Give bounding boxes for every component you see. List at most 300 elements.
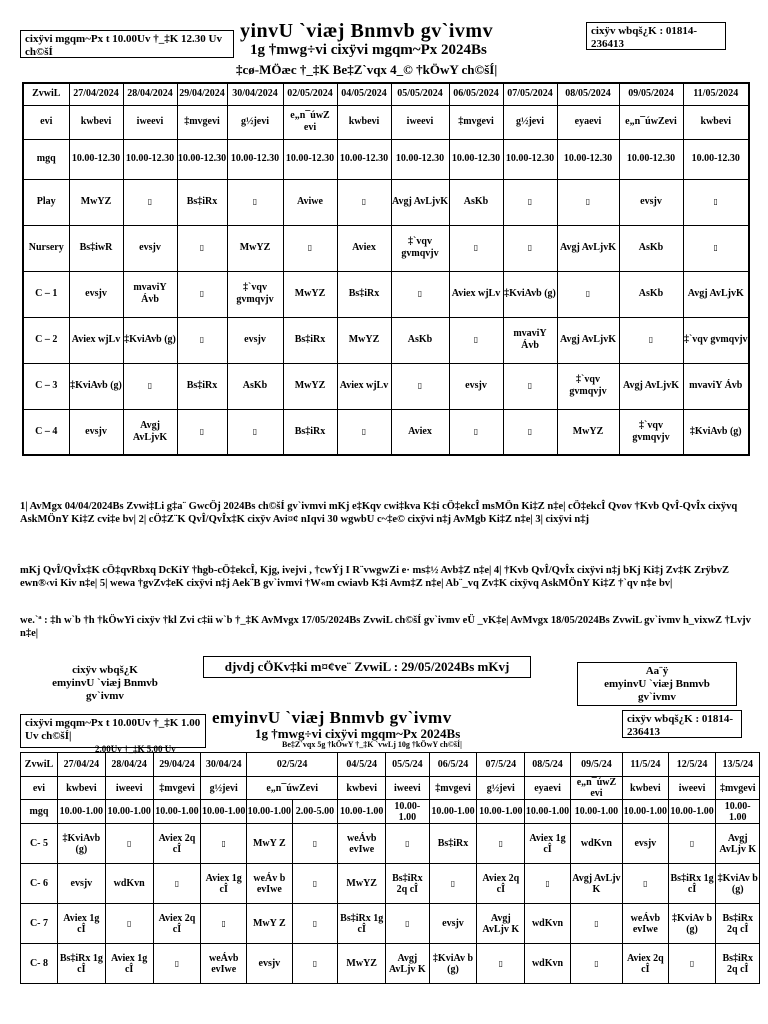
subject-cell: MwYZ bbox=[337, 317, 391, 363]
signature-line: cixÿv wbqš¿K bbox=[72, 664, 138, 676]
controller-text: cixÿv wbqš¿K : 01814-236413 bbox=[591, 25, 698, 50]
subject-cell: AsKb bbox=[619, 225, 683, 271]
subject-cell bbox=[391, 363, 449, 409]
time-note-box-2 bbox=[20, 714, 206, 748]
empty-slot-icon: ▯ bbox=[643, 879, 648, 888]
subject-cell: evsjv bbox=[449, 363, 503, 409]
empty-slot-icon: ▯ bbox=[594, 919, 599, 928]
subject-cell: Aviex bbox=[337, 225, 391, 271]
subject-cell: MwYZ bbox=[69, 179, 123, 225]
subject-cell bbox=[503, 179, 557, 225]
time-cell: 10.00-1.00 bbox=[525, 800, 571, 824]
time-cell: 10.00-12.30 bbox=[619, 139, 683, 179]
empty-slot-icon: ▯ bbox=[252, 426, 258, 436]
subject-cell: ‡KviAvb (g) bbox=[69, 363, 123, 409]
date-cell: 07/5/24 bbox=[477, 753, 525, 777]
empty-slot-icon: ▯ bbox=[174, 959, 180, 968]
day-cell: eyaevi bbox=[557, 105, 619, 139]
empty-slot-icon: ▯ bbox=[126, 839, 132, 848]
empty-slot-icon: ▯ bbox=[498, 839, 503, 848]
subject-cell: Bs‡iRx bbox=[429, 824, 477, 864]
day-cell: kwbevi bbox=[338, 777, 386, 800]
subject-cell: evsjv bbox=[69, 271, 123, 317]
controller-signature bbox=[30, 664, 180, 706]
time-label: mgq bbox=[23, 139, 69, 179]
date-cell: 02/5/24 bbox=[247, 753, 338, 777]
empty-slot-icon: ▯ bbox=[689, 959, 695, 968]
subject-cell: weÁvb evIwe bbox=[338, 824, 386, 864]
table-day-row bbox=[23, 105, 749, 139]
subject-cell: Bs‡iRx 2q cÎ bbox=[716, 944, 760, 984]
subject-cell: Aviex wjLv bbox=[69, 317, 123, 363]
subject-cell bbox=[570, 944, 622, 984]
exam-schedule-title: 1g †mwg÷vi cixÿvi mgqm~Px 2024Bs bbox=[250, 42, 487, 58]
result-date-box bbox=[203, 656, 531, 678]
subject-cell bbox=[557, 271, 619, 317]
subject-cell: Aviex 2q cÎ bbox=[477, 864, 525, 904]
empty-slot-icon: ▯ bbox=[221, 839, 226, 848]
subject-cell: ‡KviAv b (g) bbox=[429, 944, 477, 984]
subject-cell bbox=[292, 944, 338, 984]
controller-box bbox=[586, 22, 726, 50]
empty-slot-icon: ▯ bbox=[405, 839, 410, 848]
subject-cell bbox=[386, 824, 429, 864]
table-row bbox=[23, 179, 749, 225]
date-cell: 29/04/2024 bbox=[177, 83, 227, 105]
signature-line: gv`ivmv bbox=[638, 691, 676, 703]
empty-slot-icon: ▯ bbox=[147, 197, 153, 206]
day-label: evi bbox=[23, 105, 69, 139]
table-header-row bbox=[23, 83, 749, 105]
subject-cell: evsjv bbox=[619, 179, 683, 225]
empty-slot-icon: ▯ bbox=[147, 381, 153, 390]
subject-cell: mvaviY Ávb bbox=[123, 271, 177, 317]
subject-cell bbox=[668, 824, 716, 864]
date-cell: 08/05/2024 bbox=[557, 83, 619, 105]
class-range-2: Be‡Z`vqx 5g †kÖwY †_‡K `vwLj 10g †kÖwY ch©šÍ| bbox=[282, 740, 462, 749]
subject-cell: evsjv bbox=[57, 864, 105, 904]
subject-cell: Aviex 1g cÎ bbox=[525, 824, 571, 864]
subject-cell bbox=[177, 271, 227, 317]
subject-cell bbox=[477, 944, 525, 984]
principal-signature bbox=[577, 662, 737, 706]
table-header-row bbox=[21, 753, 760, 777]
time-cell: 10.00-1.00 bbox=[623, 800, 669, 824]
subject-cell: mvaviY Ávb bbox=[683, 363, 749, 409]
empty-slot-icon: ▯ bbox=[689, 839, 695, 848]
day-cell: e„n¯úwZevi bbox=[619, 105, 683, 139]
subject-cell: Aviex 1g cÎ bbox=[201, 864, 247, 904]
empty-slot-icon: ▯ bbox=[405, 919, 410, 928]
empty-slot-icon: ▯ bbox=[417, 289, 423, 298]
empty-slot-icon: ▯ bbox=[199, 335, 205, 344]
subject-cell: AsKb bbox=[619, 271, 683, 317]
subject-cell: wdKvn bbox=[525, 904, 571, 944]
subject-cell: ‡`vqv gvmqvjv bbox=[391, 225, 449, 271]
time-cell: 10.00-12.30 bbox=[227, 139, 283, 179]
empty-slot-icon: ▯ bbox=[527, 197, 533, 206]
day-cell: ‡mvgevi bbox=[177, 105, 227, 139]
subject-cell: Aviex wjLv bbox=[449, 271, 503, 317]
date-cell: 28/04/24 bbox=[105, 753, 153, 777]
empty-slot-icon: ▯ bbox=[199, 426, 205, 436]
day-cell: g½jevi bbox=[477, 777, 525, 800]
time-cell: 10.00-12.30 bbox=[123, 139, 177, 179]
date-cell: 27/04/2024 bbox=[69, 83, 123, 105]
subject-cell bbox=[105, 824, 153, 864]
date-cell: 06/05/2024 bbox=[449, 83, 503, 105]
subject-cell bbox=[123, 179, 177, 225]
subject-cell: Bs‡iRx 2q cÎ bbox=[716, 904, 760, 944]
subject-cell: MwYZ bbox=[283, 271, 337, 317]
class-label: C- 8 bbox=[21, 944, 58, 984]
empty-slot-icon: ▯ bbox=[312, 879, 318, 888]
subject-cell: AsKb bbox=[391, 317, 449, 363]
time-cell: 10.00-1.00 bbox=[716, 800, 760, 824]
time-cell: 10.00-12.30 bbox=[177, 139, 227, 179]
day-cell: kwbevi bbox=[337, 105, 391, 139]
class-label: C – 1 bbox=[23, 271, 69, 317]
subject-cell: MwYZ bbox=[338, 864, 386, 904]
empty-slot-icon: ▯ bbox=[713, 197, 718, 206]
subject-cell: Bs‡iRx 2q cÎ bbox=[386, 864, 429, 904]
subject-cell bbox=[449, 409, 503, 455]
subject-cell: Avgj AvLjvK bbox=[123, 409, 177, 455]
subject-cell: Aviex 1g cÎ bbox=[105, 944, 153, 984]
subject-cell: ‡KviAvb (g) bbox=[503, 271, 557, 317]
class-label: C- 5 bbox=[21, 824, 58, 864]
subject-cell bbox=[153, 864, 201, 904]
day-cell: iweevi bbox=[391, 105, 449, 139]
time-note-box bbox=[20, 30, 234, 58]
time-cell: 10.00-1.00 bbox=[338, 800, 386, 824]
subject-cell: Avgj AvLjvK bbox=[683, 271, 749, 317]
day-cell: e„n¯úwZevi bbox=[247, 777, 338, 800]
day-cell: kwbevi bbox=[683, 105, 749, 139]
madrasa-title-2: emyinvU `viæj Bnmvb gv`ivmv bbox=[212, 708, 452, 727]
subject-cell: Bs‡iwR bbox=[69, 225, 123, 271]
time-cell: 10.00-1.00 bbox=[477, 800, 525, 824]
subject-cell bbox=[292, 904, 338, 944]
table-row bbox=[23, 409, 749, 455]
time-cell: 2.00-5.00 bbox=[292, 800, 338, 824]
subject-cell bbox=[619, 317, 683, 363]
subject-cell: ‡`vqv gvmqvjv bbox=[619, 409, 683, 455]
date-cell: 30/04/2024 bbox=[227, 83, 283, 105]
controller-text-2: cixÿv wbqš¿K : 01814-236413 bbox=[627, 713, 734, 738]
subject-cell: wdKvn bbox=[105, 864, 153, 904]
subject-cell bbox=[177, 225, 227, 271]
signature-line: emyinvU `viæj Bnmvb bbox=[52, 677, 158, 689]
class-label: C – 2 bbox=[23, 317, 69, 363]
empty-slot-icon: ▯ bbox=[527, 381, 533, 390]
class-label: C – 3 bbox=[23, 363, 69, 409]
empty-slot-icon: ▯ bbox=[527, 243, 533, 252]
table-time-row bbox=[21, 800, 760, 824]
subject-cell: Avgj AvLjv K bbox=[386, 944, 429, 984]
subject-cell bbox=[337, 179, 391, 225]
subject-cell: evsjv bbox=[69, 409, 123, 455]
subject-cell: Aviex 2q cÎ bbox=[153, 824, 201, 864]
time-note-sub: 2.00Uv †_‡K 5.00 Uv bbox=[95, 744, 176, 754]
time-cell: 10.00-1.00 bbox=[668, 800, 716, 824]
subject-cell: Bs‡iRx bbox=[283, 317, 337, 363]
day-cell: ‡mvgevi bbox=[429, 777, 477, 800]
empty-slot-icon: ▯ bbox=[450, 879, 456, 888]
note-paragraph-3: we.`ª : ‡h w`b †h †kÖwYi cixÿv †kl Zvi c‡ii w`b †_‡K AvMvgx 17/05/2024Bs ZvwiL ch©šÍ gv`ivmv eÜ _vK‡e| AvMvgx 18/05/2024Bs ZvwiL gv`ivmv h_vixwZ †Lvjv n‡e| bbox=[20, 615, 751, 639]
madrasa-title: yinvU `viæj Bnmvb gv`ivmv bbox=[240, 20, 494, 42]
subject-cell: Aviex 2q cÎ bbox=[623, 944, 669, 984]
subject-cell: evsjv bbox=[429, 904, 477, 944]
subject-cell: ‡`vqv gvmqvjv bbox=[557, 363, 619, 409]
day-cell: g½jevi bbox=[227, 105, 283, 139]
time-cell: 10.00-1.00 bbox=[429, 800, 477, 824]
empty-slot-icon: ▯ bbox=[473, 426, 479, 436]
day-cell: ‡mvgevi bbox=[449, 105, 503, 139]
time-cell: 10.00-1.00 bbox=[247, 800, 293, 824]
subject-cell: mvaviY Ávb bbox=[503, 317, 557, 363]
subject-cell: ‡KviAvb (g) bbox=[123, 317, 177, 363]
subject-cell bbox=[668, 944, 716, 984]
empty-slot-icon: ▯ bbox=[252, 197, 258, 206]
subject-cell: Bs‡iRx bbox=[177, 179, 227, 225]
subject-cell: evsjv bbox=[623, 824, 669, 864]
empty-slot-icon: ▯ bbox=[199, 289, 205, 298]
subject-cell: Avgj AvLjv K bbox=[716, 824, 760, 864]
table-row bbox=[21, 864, 760, 904]
class-label: Play bbox=[23, 179, 69, 225]
date-cell: 08/5/24 bbox=[525, 753, 571, 777]
subject-cell bbox=[449, 225, 503, 271]
subject-cell bbox=[227, 179, 283, 225]
subject-cell bbox=[123, 363, 177, 409]
empty-slot-icon: ▯ bbox=[361, 426, 367, 436]
empty-slot-icon: ▯ bbox=[312, 839, 318, 848]
subject-cell: AsKb bbox=[449, 179, 503, 225]
time-cell: 10.00-1.00 bbox=[201, 800, 247, 824]
subject-cell bbox=[201, 904, 247, 944]
subject-cell: evsjv bbox=[123, 225, 177, 271]
subject-cell bbox=[292, 864, 338, 904]
date-cell: 05/5/24 bbox=[386, 753, 429, 777]
time-note-text-2: cixÿvi mgqm~Px t 10.00Uv †_‡K 1.00 Uv ch©šÍ| bbox=[25, 717, 201, 742]
note-paragraph-2: mKj QvÎ/QvÎx‡K cÖ‡qvRbxq DcKiY †hgb-cÖ‡ekcÎ, Kjg, ivejvi , †cwÝj I R¨vwgwZi e· ms‡½ Avb‡Z n‡e| 4| †Kvb QvÎ/QvÎx cixÿvi n‡j bKj Ki‡j Zv‡K ZrÿbvZ ewn®‹vi Kiv n‡e| 5| wewa †gvZv‡eK cixÿvi n‡j Aek¨B gv`ivmvi †W«m cwiavb K‡i Avm‡Z n‡e| Ab¨_vq Zv‡K cixÿvq AskMÖnY Ki‡Z †`qv n‡e bv| bbox=[20, 565, 730, 589]
empty-slot-icon: ▯ bbox=[361, 197, 367, 206]
date-cell: 11/5/24 bbox=[623, 753, 669, 777]
subject-cell: Avgj AvLjvK bbox=[391, 179, 449, 225]
exam-schedule-title-2: 1g †mwg÷vi cixÿvi mgqm~Px 2024Bs bbox=[255, 726, 461, 741]
date-cell: 06/5/24 bbox=[429, 753, 477, 777]
subject-cell bbox=[177, 409, 227, 455]
note-paragraph-1: 1| AvMgx 04/04/2024Bs Zvwi‡Li g‡a¨ GwcÖj 2024Bs ch©šÍ gv`ivmvi mKj e‡Kqv cwi‡kva K‡i cÖ‡ekcÎ msMÖn Ki‡Z n‡e| cÖ‡ekcÎ Qvov †Kvb QvÎ-QvÎx cixÿvq AskMÖnY Ki‡Z cvi‡e bv| 2| cÖ‡Z¨K QvÎ/QvÎx‡K cixÿv Avi¤¢ nIqvi 30 wgwbU c~‡e© cixÿvi n‡j AvMgb Ki‡Z n‡e| 3| cixÿvi n‡j bbox=[20, 501, 738, 525]
table-day-row bbox=[21, 777, 760, 800]
date-cell: 02/05/2024 bbox=[283, 83, 337, 105]
subject-cell bbox=[227, 409, 283, 455]
empty-slot-icon: ▯ bbox=[312, 959, 318, 968]
subject-cell: Bs‡iRx 1g cÎ bbox=[668, 864, 716, 904]
date-cell: 11/05/2024 bbox=[683, 83, 749, 105]
signature-line: emyinvU `viæj Bnmvb bbox=[604, 678, 710, 690]
subject-cell: ‡KviAv b (g) bbox=[716, 864, 760, 904]
subject-cell bbox=[477, 824, 525, 864]
subject-cell: Aviex wjLv bbox=[337, 363, 391, 409]
subject-cell: evsjv bbox=[227, 317, 283, 363]
day-cell: g½jevi bbox=[503, 105, 557, 139]
signature-line: Aa¨ÿ bbox=[645, 665, 669, 677]
time-cell: 10.00-12.30 bbox=[337, 139, 391, 179]
time-cell: 10.00-1.00 bbox=[386, 800, 429, 824]
subject-cell bbox=[292, 824, 338, 864]
subject-cell: Avgj AvLjv K bbox=[570, 864, 622, 904]
date-label: ZvwiL bbox=[23, 83, 69, 105]
subject-cell: ‡`vqv gvmqvjv bbox=[227, 271, 283, 317]
day-cell: kwbevi bbox=[69, 105, 123, 139]
subject-cell: Avgj AvLjvK bbox=[557, 225, 619, 271]
date-cell: 13/5/24 bbox=[716, 753, 760, 777]
day-cell: kwbevi bbox=[57, 777, 105, 800]
subject-cell: weÁv b evIwe bbox=[247, 864, 293, 904]
subject-cell bbox=[105, 904, 153, 944]
day-cell: iweevi bbox=[123, 105, 177, 139]
empty-slot-icon: ▯ bbox=[545, 879, 550, 888]
time-cell: 10.00-1.00 bbox=[570, 800, 622, 824]
subject-cell: Avgj AvLjvK bbox=[619, 363, 683, 409]
schedule-table-1 bbox=[22, 82, 750, 456]
date-cell: 04/5/24 bbox=[338, 753, 386, 777]
day-cell: iweevi bbox=[386, 777, 429, 800]
table-row bbox=[21, 824, 760, 864]
subject-cell: weÁvb evIwe bbox=[623, 904, 669, 944]
empty-slot-icon: ▯ bbox=[312, 919, 318, 928]
subject-cell bbox=[683, 179, 749, 225]
day-cell: ‡mvgevi bbox=[716, 777, 760, 800]
subject-cell: evsjv bbox=[247, 944, 293, 984]
empty-slot-icon: ▯ bbox=[199, 243, 205, 252]
time-label: mgq bbox=[21, 800, 58, 824]
table-row bbox=[21, 944, 760, 984]
time-cell: 10.00-12.30 bbox=[503, 139, 557, 179]
result-date-text: djvdj cÖKv‡ki m¤¢ve¨ ZvwiL : 29/05/2024Bs mKvj bbox=[224, 659, 510, 674]
day-cell: iweevi bbox=[668, 777, 716, 800]
subject-cell: Avgj AvLjv K bbox=[477, 904, 525, 944]
empty-slot-icon: ▯ bbox=[527, 426, 533, 436]
subject-cell bbox=[503, 409, 557, 455]
table-row bbox=[23, 271, 749, 317]
date-cell: 07/05/2024 bbox=[503, 83, 557, 105]
class-label: Nursery bbox=[23, 225, 69, 271]
empty-slot-icon: ▯ bbox=[417, 381, 423, 390]
empty-slot-icon: ▯ bbox=[713, 243, 718, 252]
date-cell: 27/04/24 bbox=[57, 753, 105, 777]
subject-cell bbox=[283, 225, 337, 271]
empty-slot-icon: ▯ bbox=[498, 959, 503, 968]
subject-cell: Aviex 1g cÎ bbox=[57, 904, 105, 944]
date-cell: 04/05/2024 bbox=[337, 83, 391, 105]
date-cell: 30/04/24 bbox=[201, 753, 247, 777]
empty-slot-icon: ▯ bbox=[585, 197, 591, 206]
subject-cell bbox=[525, 864, 571, 904]
time-cell: 10.00-12.30 bbox=[557, 139, 619, 179]
subject-cell: MwYZ bbox=[557, 409, 619, 455]
empty-slot-icon: ▯ bbox=[648, 335, 654, 344]
date-cell: 09/5/24 bbox=[570, 753, 622, 777]
subject-cell bbox=[201, 824, 247, 864]
subject-cell bbox=[570, 904, 622, 944]
controller-box-2 bbox=[622, 710, 742, 738]
table-row bbox=[21, 904, 760, 944]
subject-cell: MwY Z bbox=[247, 904, 293, 944]
empty-slot-icon: ▯ bbox=[126, 919, 132, 928]
subject-cell: ‡KviAvb (g) bbox=[57, 824, 105, 864]
subject-cell: Bs‡iRx 1g cÎ bbox=[338, 904, 386, 944]
subject-cell bbox=[623, 864, 669, 904]
day-cell: eyaevi bbox=[525, 777, 571, 800]
subject-cell: AsKb bbox=[227, 363, 283, 409]
time-note-text: cixÿvi mgqm~Px t 10.00Uv †_‡K 12.30 Uv ch©šÍ bbox=[25, 33, 222, 58]
empty-slot-icon: ▯ bbox=[473, 243, 479, 252]
subject-cell bbox=[153, 944, 201, 984]
table-row bbox=[23, 317, 749, 363]
subject-cell: ‡`vqv gvmqvjv bbox=[683, 317, 749, 363]
subject-cell bbox=[449, 317, 503, 363]
empty-slot-icon: ▯ bbox=[221, 919, 226, 928]
subject-cell bbox=[429, 864, 477, 904]
day-cell: e„n¯úwZ evi bbox=[570, 777, 622, 800]
subject-cell: MwYZ bbox=[227, 225, 283, 271]
date-cell: 09/05/2024 bbox=[619, 83, 683, 105]
class-label: C – 4 bbox=[23, 409, 69, 455]
day-cell: g½jevi bbox=[201, 777, 247, 800]
empty-slot-icon: ▯ bbox=[594, 959, 599, 968]
signature-line: gv`ivmv bbox=[86, 690, 124, 702]
class-label: C- 7 bbox=[21, 904, 58, 944]
subject-cell: Aviex 2q cÎ bbox=[153, 904, 201, 944]
day-label: evi bbox=[21, 777, 58, 800]
day-cell: ‡mvgevi bbox=[153, 777, 201, 800]
time-cell: 10.00-1.00 bbox=[57, 800, 105, 824]
subject-cell: Avgj AvLjvK bbox=[557, 317, 619, 363]
empty-slot-icon: ▯ bbox=[585, 289, 591, 298]
day-cell: e„n¯úwZ evi bbox=[283, 105, 337, 139]
time-cell: 10.00-12.30 bbox=[449, 139, 503, 179]
subject-cell: wdKvn bbox=[570, 824, 622, 864]
subject-cell: Bs‡iRx 1g cÎ bbox=[57, 944, 105, 984]
empty-slot-icon: ▯ bbox=[174, 879, 180, 888]
time-cell: 10.00-12.30 bbox=[69, 139, 123, 179]
day-cell: iweevi bbox=[105, 777, 153, 800]
subject-cell bbox=[557, 179, 619, 225]
empty-slot-icon: ▯ bbox=[307, 243, 313, 252]
subject-cell: weÁvb evIwe bbox=[201, 944, 247, 984]
subject-cell: Bs‡iRx bbox=[337, 271, 391, 317]
subject-cell: wdKvn bbox=[525, 944, 571, 984]
subject-cell bbox=[177, 317, 227, 363]
subject-cell bbox=[391, 271, 449, 317]
table-row bbox=[23, 225, 749, 271]
date-cell: 12/5/24 bbox=[668, 753, 716, 777]
time-cell: 10.00-12.30 bbox=[283, 139, 337, 179]
empty-slot-icon: ▯ bbox=[473, 335, 479, 344]
table-time-row bbox=[23, 139, 749, 179]
subject-cell: Bs‡iRx bbox=[177, 363, 227, 409]
date-label: ZvwiL bbox=[21, 753, 58, 777]
subject-cell: Bs‡iRx bbox=[283, 409, 337, 455]
class-label: C- 6 bbox=[21, 864, 58, 904]
subject-cell: ‡KviAv b (g) bbox=[668, 904, 716, 944]
subject-cell: ‡KviAvb (g) bbox=[683, 409, 749, 455]
date-cell: 29/04/24 bbox=[153, 753, 201, 777]
subject-cell bbox=[337, 409, 391, 455]
